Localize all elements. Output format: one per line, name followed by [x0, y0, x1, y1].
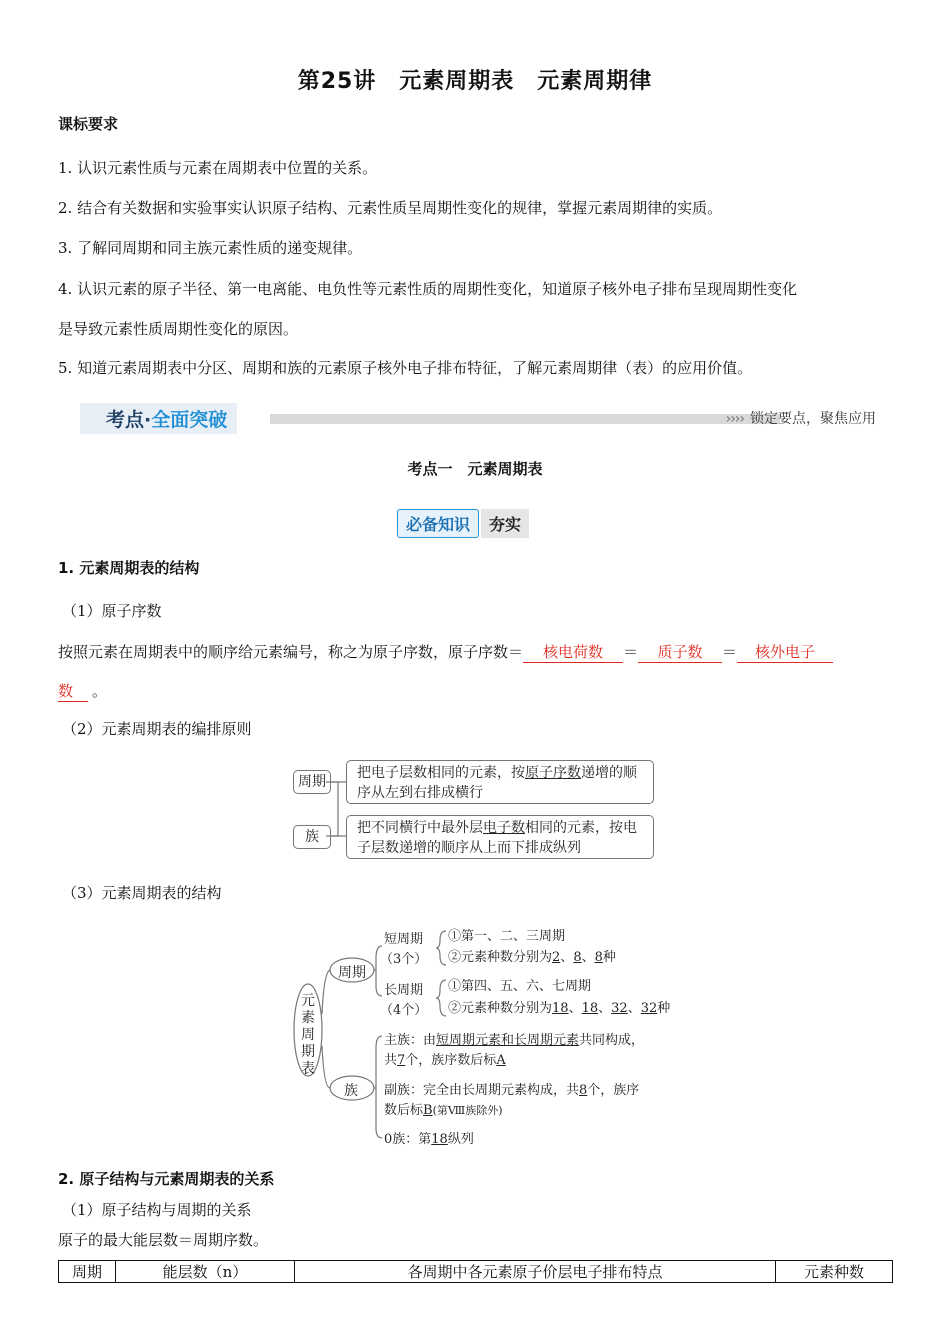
rule-text: 把电子层数相同的元素，按 — [357, 765, 525, 781]
banner-tag-b: 全面突破 — [151, 408, 228, 431]
short-period-label: 短周期 — [384, 932, 424, 947]
item-text: 共 — [384, 1053, 398, 1068]
item-text: ②元素种数分别为 — [448, 1001, 553, 1016]
item-text: 数后标 — [384, 1103, 424, 1118]
group-node: 族 — [293, 825, 331, 849]
zero-group-line — [384, 1128, 474, 1147]
table-header-row — [59, 1261, 893, 1283]
item-value: A — [496, 1053, 506, 1068]
equals: ＝ — [722, 643, 738, 661]
s2-sub1: （1）原子结构与周期的关系 — [62, 1201, 252, 1219]
table-header: 周期 — [59, 1261, 116, 1283]
s1-heading: 1. 元素周期表的结构 — [58, 559, 200, 577]
requirements-heading: 课标要求 — [58, 115, 119, 133]
answer-blank: 质子数 — [638, 641, 722, 663]
period: 。 — [92, 682, 108, 700]
table-header: 元素种数 — [776, 1261, 893, 1283]
long-period-count: （4个） — [380, 1003, 428, 1018]
short-period-item: ①第一、二、三周期 — [448, 929, 566, 944]
root-node: 元素周期表 — [301, 993, 315, 1077]
chevrons-icon: ›››› — [725, 411, 744, 427]
equals: ＝ — [623, 643, 639, 661]
s1-sub3: （3）元素周期表的结构 — [62, 884, 222, 902]
badge-label-a: 必备知识 — [397, 509, 479, 538]
rule-text: 相同的元素，按电 — [525, 820, 637, 836]
item-value: 8 — [594, 950, 603, 965]
item-value: B — [423, 1103, 433, 1118]
item-value: 18 — [431, 1132, 448, 1147]
rule-text: 把不同横行中最外层 — [357, 820, 483, 836]
section-banner — [80, 400, 880, 436]
requirement-item: 2. 结合有关数据和实验事实认识原子结构、元素性质呈周期性变化的规律，掌握元素周期律的实质。 — [58, 199, 723, 217]
item-text: 种 — [602, 950, 616, 965]
short-period-item: ②元素种数分别为2、8、8种 — [448, 950, 616, 965]
group-rule-box — [346, 815, 654, 859]
rule-text: 序从左到右排成横行 — [357, 785, 483, 801]
group-node: 族 — [344, 1083, 358, 1099]
main-group-line — [384, 1029, 644, 1048]
atomic-number-line-cont — [58, 680, 107, 702]
banner-tag — [80, 403, 237, 434]
table-header: 各周期中各元素原子价层电子排布特点 — [295, 1261, 776, 1283]
rule-text: 子层数递增的顺序从上而下排成纵列 — [357, 840, 581, 856]
long-period-item: ①第四、五、六、七周期 — [448, 979, 592, 994]
item-value: 32 — [640, 1001, 658, 1016]
period-rule-box — [346, 760, 654, 804]
s1-sub1: （1）原子序数 — [62, 602, 162, 620]
line-text: 按照元素在周期表中的顺序给元素编号，称之为原子序数，原子序数＝ — [58, 643, 524, 661]
s2-heading: 2. 原子结构与元素周期表的关系 — [58, 1170, 275, 1188]
item-text: ②元素种数分别为 — [448, 950, 553, 965]
item-text: 个，族序 — [587, 1083, 640, 1098]
item-note: (第Ⅷ族除外) — [432, 1104, 503, 1117]
atomic-number-line — [58, 641, 833, 663]
item-text: 种 — [657, 1001, 671, 1016]
item-text: 副族：完全由长周期元素构成，共 — [384, 1083, 580, 1098]
short-period-count: （3个） — [380, 952, 428, 967]
rule-key: 电子数 — [483, 820, 525, 836]
item-value: 7 — [397, 1053, 406, 1068]
banner-tag-a: 考点· — [106, 408, 152, 431]
item-text: 0族：第 — [384, 1132, 432, 1147]
main-group-line — [384, 1049, 506, 1068]
period-node: 周期 — [293, 770, 331, 794]
rule-text: 递增的顺 — [581, 765, 637, 781]
period-table — [58, 1260, 893, 1283]
sub-group-line — [384, 1099, 503, 1118]
requirement-item: 5. 知道元素周期表中分区、周期和族的元素原子核外电子排布特征，了解元素周期律（表）的应用价值。 — [58, 359, 753, 377]
banner-right-text — [726, 408, 876, 428]
item-text: 共同构成， — [579, 1033, 645, 1048]
item-text: 纵列 — [447, 1132, 474, 1147]
item-value: 18 — [552, 1001, 569, 1016]
requirement-item: 1. 认识元素性质与元素在周期表中位置的关系。 — [58, 159, 378, 177]
item-text: 个，族序数后标 — [405, 1053, 497, 1068]
requirement-item: 是导致元素性质周期性变化的原因。 — [58, 320, 299, 338]
long-period-item: ②元素种数分别为18、18、32、32种 — [448, 1001, 671, 1016]
badge-label-b: 夯实 — [481, 509, 529, 538]
requirement-item: 3. 了解同周期和同主族元素性质的递变规律。 — [58, 239, 363, 257]
answer-blank: 数 — [58, 680, 88, 702]
long-period-label: 长周期 — [384, 983, 424, 998]
item-key: 短周期元素和长周期元素 — [436, 1033, 580, 1048]
banner-bar — [270, 414, 780, 424]
answer-blank: 核电荷数 — [523, 641, 623, 663]
item-value: 8 — [579, 1083, 588, 1098]
banner-right-label: 锁定要点，聚焦应用 — [750, 411, 876, 427]
knowledge-badge — [397, 508, 529, 538]
answer-blank: 核外电子 — [737, 641, 833, 663]
table-header: 能层数（n） — [116, 1261, 295, 1283]
requirement-item: 4. 认识元素的原子半径、第一电离能、电负性等元素性质的周期性变化，知道原子核外电子排布呈现周期性变化 — [58, 280, 798, 298]
rule-key: 原子序数 — [525, 765, 581, 781]
item-text: 主族：由 — [384, 1033, 437, 1048]
section-title: 考点一 元素周期表 — [407, 460, 543, 478]
period-node: 周期 — [338, 965, 366, 981]
item-value: 2 — [552, 950, 561, 965]
item-value: 32 — [611, 1001, 628, 1016]
page-title: 第25讲 元素周期表 元素周期律 — [297, 69, 653, 94]
item-value: 8 — [573, 950, 582, 965]
s1-sub2: （2）元素周期表的编排原则 — [62, 720, 252, 738]
item-value: 18 — [581, 1001, 599, 1016]
s2-line1: 原子的最大能层数＝周期序数。 — [58, 1231, 269, 1249]
sub-group-line — [384, 1079, 639, 1098]
